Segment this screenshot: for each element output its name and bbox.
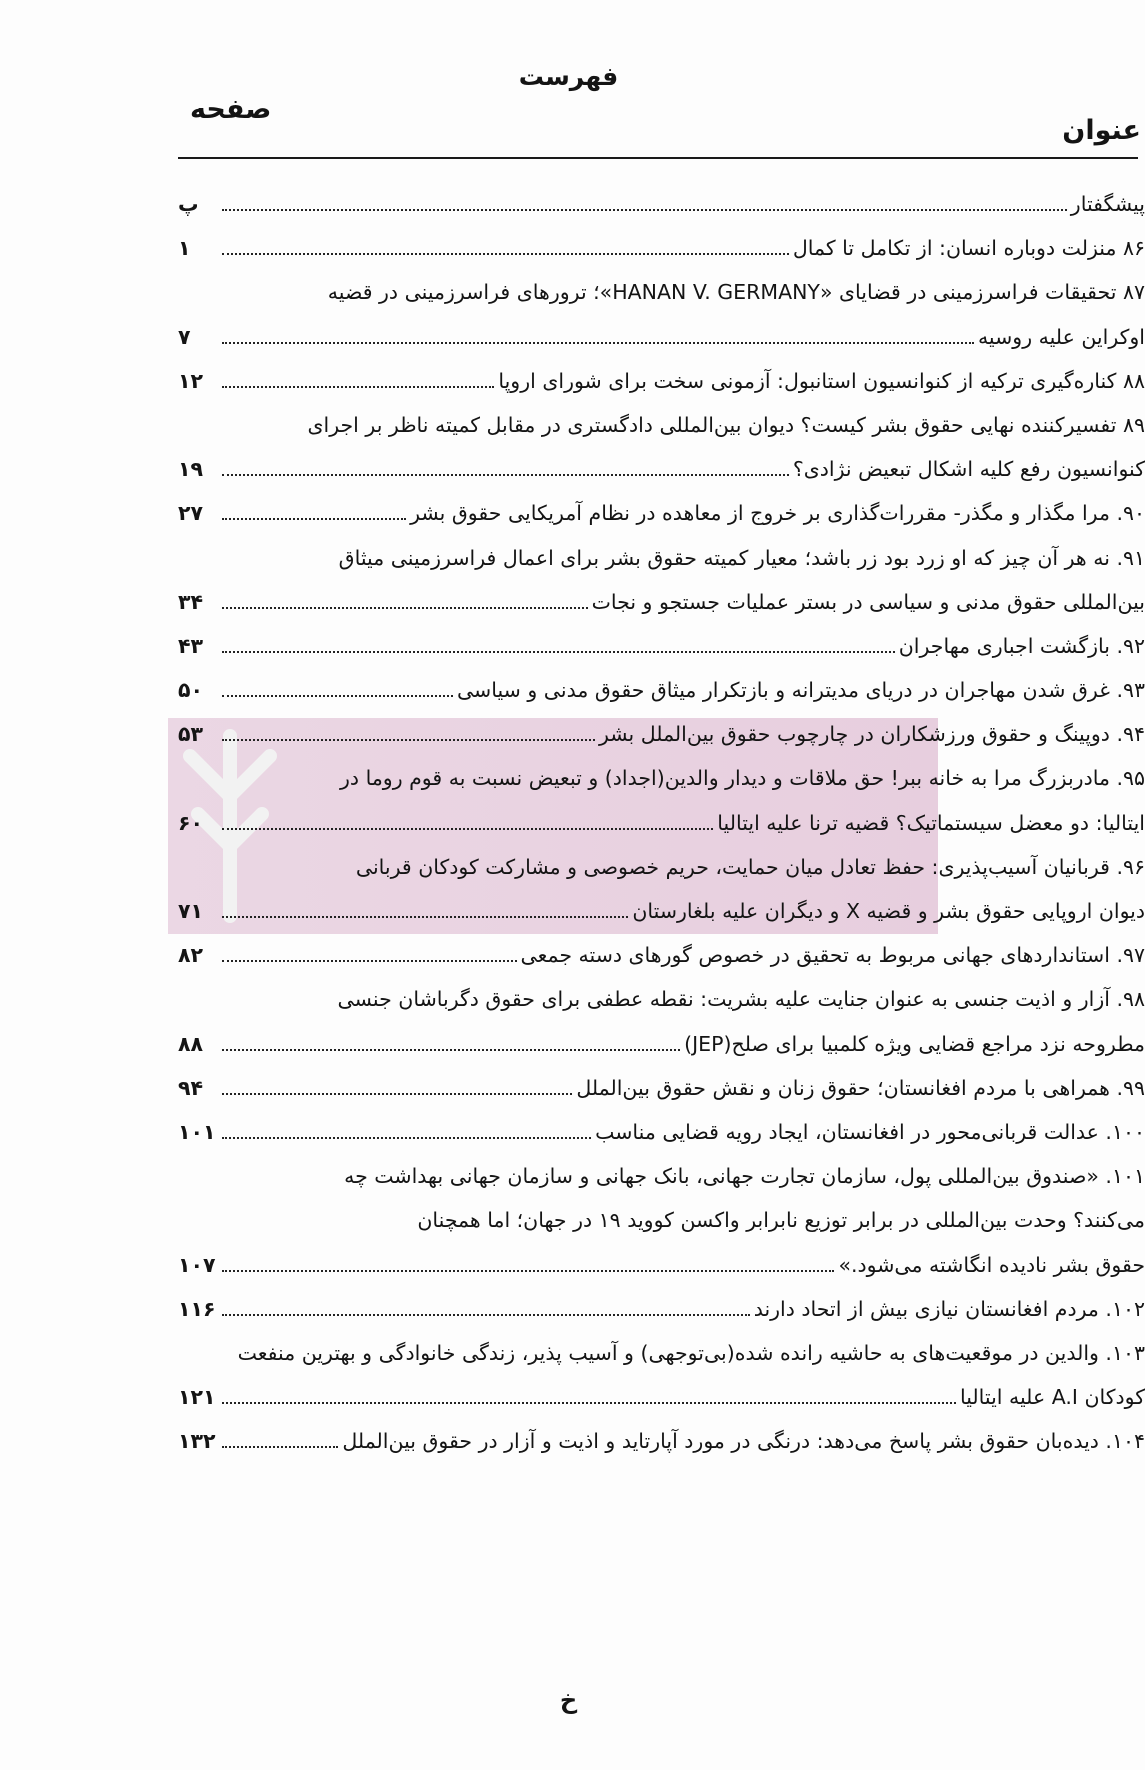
toc-entry-title: ۱۰۱. «صندوق بین‌المللی پول، سازمان تجارت جهانی، بانک جهانی و سازمان جهانی بهداشت چه	[344, 1164, 1145, 1189]
toc-entry-title: ۹۵. مادربزرگ مرا به خانه ببر! حق ملاقات و دیدار والدین(اجداد) و تبعیض نسبت به قوم روما در	[340, 766, 1145, 791]
toc-entry-title: ۹۹. همراهی با مردم افغانستان؛ حقوق زنان و نقش حقوق بین‌الملل	[576, 1075, 1145, 1100]
toc-entry	[178, 1198, 1145, 1242]
toc-entry	[178, 977, 1145, 1021]
toc-entry	[178, 1243, 1145, 1287]
table-of-contents	[178, 182, 1145, 1463]
toc-entry-page: ۸۲	[178, 943, 204, 968]
toc-entry-title: می‌کنند؟ وحدت بین‌المللی در برابر توزیع نابرابر واکسن کووید ۱۹ در جهان؛ اما همچنان	[417, 1208, 1145, 1233]
toc-entry-title: ۹۴. دوپینگ و حقوق ورزشکاران در چارچوب حقوق بین‌الملل بشر	[598, 722, 1145, 747]
toc-entry-title: ۸۷ تحقیقات فراسرزمینی در قضایای «HANAN V. GERMANY»؛ ترورهای فراسرزمینی در قضیه	[327, 280, 1145, 305]
toc-entry	[178, 491, 1145, 535]
toc-entry	[178, 1287, 1145, 1331]
toc-leader-dots	[222, 474, 789, 476]
toc-leader-dots	[222, 518, 406, 520]
toc-entry-page: ۷۱	[178, 899, 204, 923]
toc-entry-title: ۹۸. آزار و اذیت جنسی به عنوان جنایت علیه بشریت: نقطه عطفی برای حقوق دگرباشان جنسی	[337, 987, 1145, 1012]
toc-entry-title: ۱۰۲. مردم افغانستان نیازی بیش از اتحاد دارند	[753, 1296, 1145, 1321]
toc-entry	[178, 1331, 1145, 1375]
toc-entry	[178, 668, 1145, 712]
toc-entry-page: ۱۹	[178, 457, 204, 482]
toc-entry-title: ۹۱. نه هر آن چیز که او زرد بود زر باشد؛ معیار کمیته حقوق بشر برای اعمال فراسرزمینی میثاق	[338, 545, 1145, 570]
toc-entry	[178, 403, 1145, 447]
toc-leader-dots	[222, 739, 595, 741]
toc-leader-dots	[222, 1093, 572, 1095]
footer-page-number: خ	[559, 1686, 578, 1714]
toc-entry-page: ۳۴	[178, 589, 204, 614]
toc-entry-title: ۱۰۴. دیده‌بان حقوق بشر پاسخ می‌دهد: درنگی در مورد آپارتاید و اذیت و آزار در حقوق بین‌الملل	[342, 1429, 1145, 1454]
toc-entry-page: ۵۰	[178, 678, 204, 703]
toc-entry-page: ۲۷	[178, 501, 204, 526]
toc-entry-page: ۷	[178, 324, 191, 349]
toc-entry-title: ۹۰. مرا مگذار و مگذر- مقررات‌گذاری بر خروج از معاهده در نظام آمریکایی حقوق بشر	[410, 501, 1145, 526]
toc-entry-title: دیوان اروپایی حقوق بشر و قضیه X و دیگران علیه بلغارستان	[632, 899, 1145, 923]
toc-leader-dots	[222, 1402, 956, 1404]
toc-entry-page: ۱	[178, 236, 191, 261]
toc-leader-dots	[222, 1270, 834, 1272]
toc-leader-dots	[222, 1314, 750, 1316]
toc-leader-dots	[222, 253, 789, 255]
toc-entry	[178, 1375, 1145, 1419]
toc-entry-page: ۱۰۱	[178, 1119, 216, 1144]
toc-entry-title: کنوانسیون رفع کلیه اشکال تبعیض نژادی؟	[792, 457, 1145, 482]
toc-entry-title: پیشگفتار	[1070, 192, 1145, 216]
toc-entry-page: ۱۳۲	[178, 1429, 216, 1454]
toc-entry-title: ۹۳. غرق شدن مهاجران در دریای مدیترانه و بازتکرار میثاق حقوق مدنی و سیاسی	[456, 678, 1145, 703]
toc-leader-dots	[222, 1446, 338, 1448]
toc-entry-title: ۱۰۳. والدین در موقعیت‌های به حاشیه رانده شده(بی‌توجهی) و آسیب پذیر، زندگی خانوادگی و بهترین منفعت	[237, 1340, 1145, 1365]
toc-entry-title: ۹۲. بازگشت اجباری مهاجران	[898, 633, 1145, 658]
toc-entry	[178, 801, 1145, 845]
toc-leader-dots	[222, 695, 453, 697]
toc-entry	[178, 1022, 1145, 1066]
toc-entry-title: ۸۶ منزلت دوباره انسان: از تکامل تا کمال	[792, 236, 1145, 261]
toc-entry	[178, 845, 1145, 889]
column-label-title: عنوان	[1062, 115, 1141, 146]
toc-entry	[178, 580, 1145, 624]
column-label-page: صفحه	[190, 94, 272, 125]
toc-entry	[178, 889, 1145, 933]
toc-entry	[178, 359, 1145, 403]
toc-entry-page: ۶۰	[178, 810, 204, 835]
toc-entry-title: ۹۷. استانداردهای جهانی مربوط به تحقیق در خصوص گورهای دسته جمعی	[520, 943, 1145, 968]
toc-entry-title: ۸۹ تفسیرکننده نهایی حقوق بشر کیست؟ دیوان بین‌المللی دادگستری در مقابل کمیته ناظر بر اجرای	[307, 412, 1145, 437]
toc-entry-page: ۹۴	[178, 1075, 204, 1100]
toc-entry-title: مطروحه نزد مراجع قضایی ویژه کلمبیا برای صلح(JEP)	[684, 1031, 1145, 1056]
toc-entry-page: ۱۱۶	[178, 1296, 216, 1321]
toc-entry-page: ۱۲	[178, 368, 204, 393]
toc-entry	[178, 933, 1145, 977]
toc-leader-dots	[222, 209, 1067, 211]
toc-entry-page: ۱۰۷	[178, 1252, 216, 1277]
page-title: فهرست	[518, 62, 619, 91]
toc-entry-title: ۱۰۰. عدالت قربانی‌محور در افغانستان، ایجاد رویه قضایی مناسب	[595, 1119, 1145, 1144]
toc-leader-dots	[222, 960, 517, 962]
toc-leader-dots	[222, 916, 628, 918]
toc-entry	[178, 1419, 1145, 1463]
toc-leader-dots	[222, 1049, 680, 1051]
toc-leader-dots	[222, 828, 713, 830]
toc-entry-title: ۸۸ کناره‌گیری ترکیه از کنوانسیون استانبول: آزمونی سخت برای شورای اروپا	[498, 368, 1145, 393]
toc-entry-page: ۸۸	[178, 1031, 204, 1056]
toc-entry-page: پ	[178, 192, 199, 216]
toc-entry-title: ایتالیا: دو معضل سیستماتیک؟ قضیه ترنا علیه ایتالیا	[717, 810, 1145, 835]
toc-entry-title: کودکان A.I علیه ایتالیا	[959, 1385, 1145, 1410]
toc-leader-dots	[222, 607, 588, 609]
toc-entry	[178, 712, 1145, 756]
toc-entry	[178, 447, 1145, 491]
toc-entry-page: ۴۳	[178, 633, 204, 658]
header-rule	[178, 157, 1138, 159]
toc-entry-title: اوکراین علیه روسیه	[977, 324, 1145, 349]
toc-entry	[178, 1154, 1145, 1198]
toc-leader-dots	[222, 386, 494, 388]
toc-entry	[178, 536, 1145, 580]
toc-entry-title: ۹۶. قربانیان آسیب‌پذیری: حفظ تعادل میان حمایت، حریم خصوصی و مشارکت کودکان قربانی	[355, 854, 1145, 879]
toc-leader-dots	[222, 1137, 591, 1139]
toc-entry	[178, 756, 1145, 800]
toc-entry	[178, 1066, 1145, 1110]
toc-leader-dots	[222, 342, 974, 344]
toc-leader-dots	[222, 651, 895, 653]
toc-entry-page: ۱۲۱	[178, 1385, 216, 1410]
toc-entry	[178, 270, 1145, 314]
toc-entry-page: ۵۳	[178, 722, 204, 747]
toc-entry	[178, 182, 1145, 226]
toc-entry-title: حقوق بشر نادیده انگاشته می‌شود.»	[838, 1252, 1145, 1277]
toc-entry	[178, 624, 1145, 668]
toc-entry	[178, 1110, 1145, 1154]
toc-entry	[178, 226, 1145, 270]
toc-entry-title: بین‌المللی حقوق مدنی و سیاسی در بستر عملیات جستجو و نجات	[591, 589, 1145, 614]
toc-entry	[178, 315, 1145, 359]
